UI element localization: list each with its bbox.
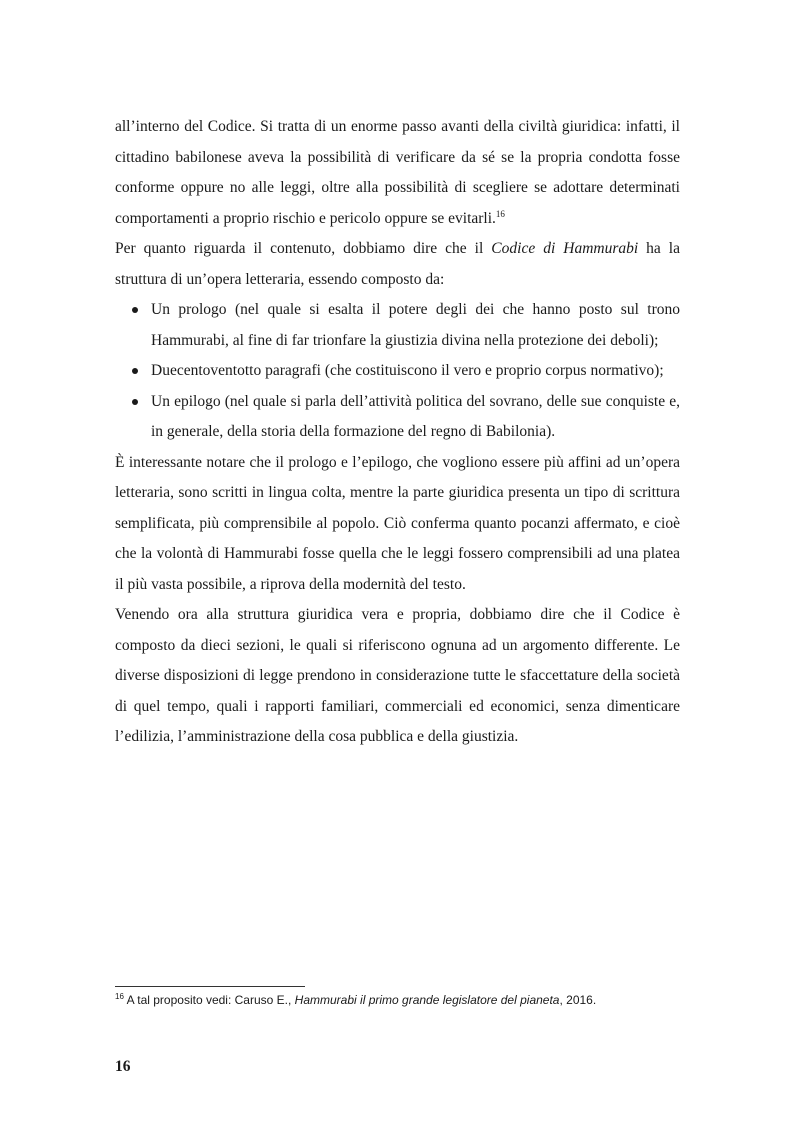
page-number: 16 xyxy=(115,1058,131,1075)
bullet-icon xyxy=(132,307,138,313)
paragraph-2-before: Per quanto riguarda il contenuto, dobbiamo dire che il xyxy=(115,240,492,257)
footnote-separator xyxy=(115,986,305,987)
body-text xyxy=(115,112,680,753)
paragraph-1 xyxy=(115,112,680,234)
paragraph-3: È interessante notare che il prologo e l’epilogo, che vogliono essere più affini ad un’opera letteraria, sono scritti in lingua colta, mentre la parte giuridica presenta un tipo di scrittura semplificata, più comprensibile al popolo. Ciò conferma quanto pocanzi affermato, e cioè che la volontà di Hammurabi fosse quella che le leggi fossero comprensibili ad una platea il più vasta possibile, a riprova della modernità del testo. xyxy=(115,453,680,593)
paragraph-2-title: Codice di Hammurabi xyxy=(491,240,639,257)
footnote-number: 16 xyxy=(115,992,124,1001)
list-item xyxy=(115,387,680,448)
footnote-after: , 2016. xyxy=(559,993,597,1007)
list-item-text: Duecentoventotto paragrafi (che costituiscono il vero e proprio corpus normativo); xyxy=(151,362,664,379)
bullet-list xyxy=(115,295,680,448)
paragraph-1-text: all’interno del Codice. Si tratta di un enorme passo avanti della civiltà giuridica: infatti, il cittadino babilonese aveva la possibilità di verificare da sé se la propria condotta fosse conforme oppure no alle leggi, oltre alla possibilità di scegliere se adottare determinati comportamenti a proprio rischio e pericolo oppure se evitarli. xyxy=(115,118,680,227)
paragraph-2-after: ha la struttura di un’opera letteraria, essendo composto da: xyxy=(115,240,680,288)
list-item xyxy=(115,295,680,356)
list-item xyxy=(115,356,680,387)
bullet-icon xyxy=(132,399,138,405)
footnote xyxy=(115,992,715,1008)
footnote-before: A tal proposito vedi: Caruso E., xyxy=(123,993,295,1007)
footnote-title: Hammurabi il primo grande legislatore del pianeta xyxy=(294,993,560,1007)
list-item-text: Un epilogo (nel quale si parla dell’attività politica del sovrano, delle sue conquiste e, in generale, della storia della formazione del regno di Babilonia). xyxy=(151,392,680,440)
bullet-icon xyxy=(132,368,138,374)
paragraph-2 xyxy=(115,234,680,295)
footnote-reference[interactable]: 16 xyxy=(495,208,505,219)
list-item-text: Un prologo (nel quale si esalta il potere degli dei che hanno posto sul trono Hammurabi, al fine di far trionfare la giustizia divina nella protezione dei deboli); xyxy=(151,301,680,349)
paragraph-4: Venendo ora alla struttura giuridica vera e propria, dobbiamo dire che il Codice è composto da dieci sezioni, le quali si riferiscono ognuna ad un argomento differente. Le diverse disposizioni di legge prendono in considerazione tutte le sfaccettature della società di quel tempo, quali i rapporti familiari, commerciali ed economici, senza dimenticare l’edilizia, l’amministrazione della cosa pubblica e della giustizia. xyxy=(115,606,680,745)
